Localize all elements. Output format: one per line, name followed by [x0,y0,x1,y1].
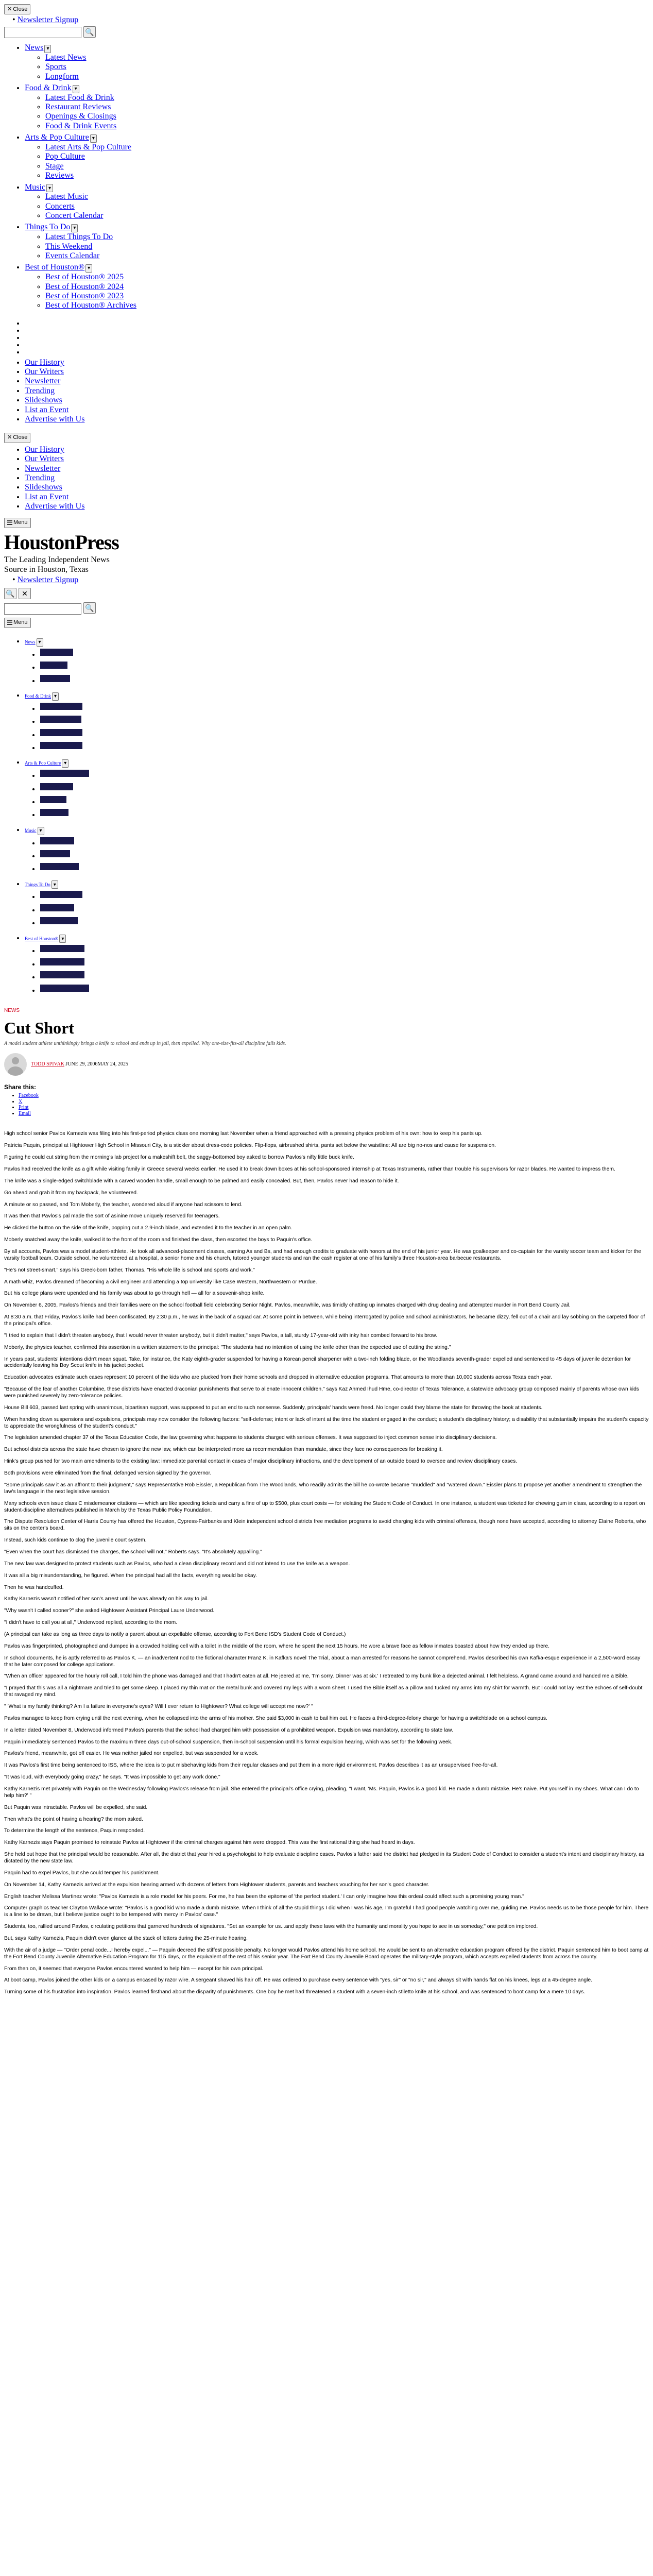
share-item [19,1105,649,1111]
hamburger-icon [7,619,12,626]
nav-item-news [25,43,649,81]
styled-sublink-best-of-houston-2023[interactable]: Best of Houston® 2023 [40,971,84,978]
styled-subitem [40,674,649,686]
styled-nav-link-music[interactable]: Music [25,827,37,833]
article-paragraph: Kathy Karnezis met privately with Paquin on the Wednesday following Pavlos's release from jail. She entered the principal's office crying, pleading, "I want, 'Ms. Paquin, Pavlos is a good kid. He made a dumb mistake. He's naive. Put yourself in my shoes. What can I do to help him?' " [4,1786,639,1799]
search-input[interactable] [4,27,81,38]
article-paragraph: On November 6, 2005, Pavlos's friends and their families were on the school football field celebrating Senior Night. Pavlos, meanwhile, was timidly chatting up inmates charged with drug dealing and attempted murder in Fort Bend County Jail. [4,1302,571,1309]
article-paragraph: "Some principals saw it as an affront to their judgment," says Representative Rob Eissler, a Republican from The Woodlands, who readily admits the bill he co-wrote became "muddled" and "watered down." Eissler plans to propose yet another amendment to strengthen the law's language in the next legislative session. [4,1482,642,1495]
chevron-down-icon[interactable]: ▾ [52,692,59,701]
article-paragraph: Many schools even issue class C misdemeanor citations — which are like speeding tickets and carry a fine of up to $500, plus court costs — for violating the Student Code of Conduct. In one instance, a student was ticketed for chewing gum in class, according to a report on student-discipline alternatives published in March by the Texas Public Policy Foundation. [4,1500,645,1513]
article-paragraph: Patricia Paquin, principal at Hightower High School in Missouri City, is a stickler about dress-code policies. Flip-flops, airbrushed shirts, pants set below the waistline: All are big no-nos and cause for suspension. [4,1143,496,1149]
nav-subitem [45,202,649,211]
styled-subitem [40,769,649,781]
link-our-history[interactable]: Our History [25,445,64,454]
article-paragraph: But his college plans were upended and his family was about to go through hell — all for a souvenir-shop knife. [4,1291,265,1297]
styled-sublink-latest-news[interactable]: Latest News [40,649,73,656]
nav-sublink-pop-culture[interactable]: Pop Culture [45,152,85,161]
secondary-link-item [25,415,649,424]
nav-subitem [45,232,649,242]
nav-sublink-best-of-houston-2024[interactable]: Best of Houston® 2024 [45,282,124,291]
article-paragraph: "When an officer appeared for the hourly roll call, I told him the phone was damaged and that I hadn't eaten at all. He jeered at me, 'I'm sorry. Dinner was at six.' I retreated to my bunk like a dejected animal. I felt helpless. A grand came around and handed me a Bible. [4,1673,629,1680]
nav-sublink-longform[interactable]: Longform [45,72,79,81]
chevron-down-icon[interactable]: ▾ [71,224,78,232]
link-newsletter[interactable]: Newsletter [25,377,61,386]
article-paragraph: House Bill 603, passed last spring with unanimous, bipartisan support, was supposed to put an end to such nonsense. Suddenly, principals' hands were freed. No longer could they blame the state for throwing the book at students. [4,1404,543,1411]
nav-subitem [45,242,649,251]
article-paragraph: The new law was designed to protect students such as Pavlos, who had a clean disciplinary record and did not intend to use the knife as a weapon. [4,1561,350,1567]
article-paragraph: But Paquin was intractable. Pavlos will be expelled, she said. [4,1804,148,1810]
article-paragraph: When handing down suspensions and expulsions, principals may now consider the following factors: "self-defense; intent or lack of intent at the time the student engaged in the conduct; a student's disciplinary history; a disability that substantially impairs the student's capacity to appreciate the wrongfulness of the student's conduct." [4,1416,649,1429]
nav-sublink-best-of-houston-archives[interactable]: Best of Houston® Archives [45,301,137,310]
list-item [25,341,649,348]
styled-sublink-best-of-houston-2025[interactable]: Best of Houston® 2025 [40,945,84,952]
nav-sublink-latest-arts-and-pop-culture[interactable]: Latest Arts & Pop Culture [45,142,132,151]
article-paragraph: The Dispute Resolution Center of Harris County has offered the Houston, Cypress-Fairbanks and Klein independent school districts free mediation programs to avoid charging kids with criminal offenses, though none have accepted, according to attorney Elaine Roberts, who sits on the center's board. [4,1519,646,1532]
styled-subitem [40,984,649,995]
nav-submenu [25,93,649,131]
nav-link-food-and-drink[interactable]: Food & Drink [25,83,72,92]
nav-sublink-best-of-houston-2023[interactable]: Best of Houston® 2023 [45,291,124,300]
link-our-writers[interactable]: Our Writers [25,454,64,464]
styled-sublink-latest-things-to-do[interactable]: Latest Things To Do [40,891,82,898]
styled-submenu [25,702,649,753]
article-paragraph: A minute or so passed, and Tom Moberly, the teacher, wondered aloud if anyone had scissors to lend. [4,1201,243,1208]
nav-item-best-of-houston [25,263,649,310]
nav-sublink-concert-calendar[interactable]: Concert Calendar [45,211,104,221]
styled-subitem [40,903,649,915]
article-paragraph: But school districts across the state have chosen to ignore the new law, which can be interpreted more as recommendation than mandate, since they face no consequences for breaking it. [4,1447,443,1453]
close-button[interactable]: ✕ Close [4,4,30,14]
menu-row-2 [4,618,649,629]
link-list-an-event[interactable]: List an Event [25,405,69,414]
nav-subitem [45,122,649,131]
secondary-link-item [25,445,649,454]
nav-sublink-openings-and-closings[interactable]: Openings & Closings [45,112,116,121]
styled-sublink-latest-food-and-drink[interactable]: Latest Food & Drink [40,703,82,710]
secondary-link-item [25,464,649,473]
chevron-down-icon[interactable]: ▾ [85,264,92,273]
nav-sublink-restaurant-reviews[interactable]: Restaurant Reviews [45,103,111,112]
empty-bullet-list [4,319,649,355]
article-paragraph: She held out hope that the principal would be reasonable. After all, the district that year hired a psychologist to help evaluate discipline cases. Pavlos's father said the district had pledged in its Student Code of Conduct to consider a student's intent and disciplinary history, as dictated by the new state law. [4,1852,644,1864]
close-button-2[interactable]: ✕ Close [4,433,30,443]
secondary-link-item [25,493,649,502]
article-category[interactable]: NEWS [4,1007,20,1013]
newsletter-signup-link[interactable]: Newsletter Signup [17,15,79,25]
tagline-line-1: The Leading Independent News [4,555,110,565]
styled-submenu [25,648,649,686]
styled-subitem [40,862,649,874]
styled-sublink-pop-culture[interactable]: Pop Culture [40,783,73,790]
nav-subitem [45,292,649,301]
secondary-link-item [25,454,649,464]
second-close-row [4,432,649,443]
byline [4,1053,649,1076]
nav-submenu [25,273,649,311]
nav-sublink-latest-food-and-drink[interactable]: Latest Food & Drink [45,93,114,102]
share-item [19,1099,649,1105]
article-paragraph: Kathy Karnezis wasn't notified of her son's arrest until he was already on his way to jail. [4,1596,209,1602]
byline-text [31,1061,128,1067]
top-utility-list [4,15,649,25]
article-paragraph: "Even when the court has dismissed the charges, the school will not," Roberts says. "It's absolutely appalling." [4,1549,262,1555]
chevron-down-icon[interactable]: ▾ [38,827,44,835]
nav-subitem [45,62,649,72]
article-paragraph: "It was loud, with everybody going crazy," he says. "It was impossible to get any work done." [4,1774,220,1781]
nav-sublink-stage[interactable]: Stage [45,161,64,171]
link-slideshows[interactable]: Slideshows [25,396,62,405]
styled-nav-item-news [25,637,649,686]
nav-submenu [25,192,649,221]
search-button-2[interactable] [83,602,96,614]
styled-sublink-restaurant-reviews[interactable]: Restaurant Reviews [40,716,81,723]
link-our-writers[interactable]: Our Writers [25,367,64,377]
article-paragraph: Paquin immediately sentenced Pavlos to the maximum three days out-of-school suspension, then in-school suspension until his formal expulsion hearing, which was set for the following week. [4,1739,453,1745]
styled-subitem [40,660,649,672]
article-paragraph: He clicked the button on the side of the knife, popping out a 2.9-inch blade, and extended it to the teacher in an open palm. [4,1225,293,1231]
styled-sublink-this-weekend[interactable]: This Weekend [40,904,74,911]
search-icon: 🔍 [6,589,15,598]
article-dates: JUNE 29, 2006MAY 24, 2025 [65,1061,128,1067]
nav-sublink-latest-news[interactable]: Latest News [45,53,87,62]
styled-subitem [40,970,649,982]
menu-button[interactable]: Menu [4,518,31,528]
article-paragraph: "I didn't have to call you at all," Underwood replied, according to the mom. [4,1620,178,1626]
article-paragraph: Pavlos had received the knife as a gift while visiting family in Greece several weeks earlier. He used it to break down boxes at his school-sponsored internship at Texas Instruments, rather than trouble his supervisors for razor blades. He wanted to impress them. [4,1166,615,1172]
styled-nav-link-arts-and-pop-culture[interactable]: Arts & Pop Culture [25,760,61,766]
link-slideshows[interactable]: Slideshows [25,483,62,492]
nav-subitem [45,251,649,261]
styled-subitem [40,916,649,928]
article-paragraph: It was all a big misunderstanding, he figured. When the principal had all the facts, everything would be okay. [4,1572,257,1579]
newsletter-signup-link-2[interactable]: Newsletter Signup [17,575,79,584]
nav-subitem [45,112,649,121]
article-paragraph: Both provisions were eliminated from the final, defanged version signed by the governor. [4,1470,212,1477]
nav-link-music[interactable]: Music [25,182,45,192]
header-icon-row [4,588,649,599]
close-icon: ✕ [22,589,28,598]
link-our-history[interactable]: Our History [25,358,64,367]
styled-nav-item-music [25,825,649,874]
article-paragraph: Students, too, rallied around Pavlos, circulating petitions that garnered hundreds of signatures. "Set an example for us...and apply these laws with the humanity and morality you hope to see in us someday," one petition implored. [4,1924,538,1930]
secondary-link-item [25,386,649,396]
nav-subitem [45,152,649,161]
article-paragraph: Computer graphics teacher Clayton Wallace wrote: "Pavlos is a good kid who made a dumb mistake. When I think of all the stupid things I did when I was his age, I'm grateful I had good people watching over me, guiding me. Pavlos needs us to be those people for him. There is a line to be drawn, but I believe justice ought to be tempered with mercy in Pavlos' case." [4,1905,649,1918]
styled-sublink-openings-and-closings[interactable]: Openings & Closings [40,729,82,736]
secondary-link-item [25,405,649,415]
article-paragraph: In school documents, he is aptly referred to as Pavlos K. — an inadvertent nod to the fictional character Franz K. in Kafka's novel The Trial, about a man arrested for reasons he cannot comprehend. Pavlos described his own Kafka-esque experience in a 2,500-word essay that he later composed for college applications. [4,1655,641,1668]
tagline-line-2: Source in Houston, Texas [4,565,89,574]
share-x-link[interactable]: X [19,1098,23,1105]
nav-subitem [45,93,649,103]
styled-submenu [25,944,649,995]
nav-item-food-and-drink [25,83,649,131]
nav-subitem [45,211,649,221]
chevron-down-icon[interactable]: ▾ [37,638,43,647]
styled-sublink-latest-arts-and-pop-culture[interactable]: Latest Arts & Pop Culture [40,770,89,777]
nav-subitem [45,103,649,112]
list-item [25,333,649,341]
styled-sublink-sports[interactable]: Sports [40,662,67,669]
article-paragraph: On November 14, Kathy Karnezis arrived at the expulsion hearing armed with dozens of letters from Hightower students, parents and teachers vouching for her son's good character. [4,1882,429,1888]
nav-sublink-reviews[interactable]: Reviews [45,171,74,180]
hamburger-icon [7,519,12,526]
article-paragraph: Hink's group pushed for two main amendments to the existing law: immediate parental contact in cases of major disciplinary infractions, and the development of an outside board to oversee and review disciplinary cases. [4,1459,518,1465]
link-list-an-event[interactable]: List an Event [25,492,69,501]
chevron-down-icon[interactable]: ▾ [59,935,66,943]
styled-subitem [40,741,649,753]
share-print-link[interactable]: Print [19,1105,29,1111]
menu-button-2[interactable]: Menu [4,618,31,628]
article-paragraph: It was Pavlos's first time being sentenced to ISS, where the idea is to put misbehaving kids from their regular classes and put them in a more rigid environment. Pavlos describes it as an unsupervised free-for-all. [4,1762,498,1769]
article-paragraph: Instead, such kids continue to clog the juvenile court system. [4,1537,147,1544]
styled-sublink-events-calendar[interactable]: Events Calendar [40,917,78,924]
site-logo[interactable]: HoustonPress [4,531,119,554]
styled-sublink-concert-calendar[interactable]: Concert Calendar [40,863,79,870]
chevron-down-icon[interactable]: ▾ [62,759,68,768]
share-title: Share this: [4,1083,37,1091]
article-paragraph: Pavlos's friend, meanwhile, got off easier. He was neither jailed nor expelled, but was suspended for a week. [4,1751,259,1757]
article-paragraph: By all accounts, Pavlos was a model student-athlete. He took all advanced-placement classes, earning As and Bs, and had enough credits to graduate with honors at the end of his junior year. He was goalkeeper and co-captain for the varsity soccer team and kicker for the varsity football team. Outside school, he volunteered at a hospital, a senior home and his church, tutored younger students and ran the cash register at one of his family's three Houston-area barbecue restaurants. [4,1249,641,1261]
nav-submenu [25,232,649,261]
article-paragraph: "Why wasn't I called sooner?" she asked Hightower Assistant Principal Laure Underwood. [4,1608,215,1614]
article-paragraph: In years past, students' intentions didn't mean squat. Take, for instance, the Katy eighth-grader suspended for having a Korean pencil sharpener with a two-inch folding blade, or the Woodlands seventh-grader expelled and sentenced to 45 days of juvenile detention for accidentally leaving his Boy Scout knife in his jacket pocket. [4,1356,631,1369]
styled-nav-link-food-and-drink[interactable]: Food & Drink [25,693,51,699]
styled-subitem [40,728,649,740]
nav-sublink-sports[interactable]: Sports [45,62,66,72]
styled-sublink-longform[interactable]: Longform [40,675,70,682]
chevron-down-icon[interactable]: ▾ [73,85,79,93]
styled-subitem [40,715,649,726]
nav-sublink-this-weekend[interactable]: This Weekend [45,242,93,251]
search-toggle-button[interactable] [4,588,16,599]
styled-sublink-best-of-houston-archives[interactable]: Best of Houston® Archives [40,985,89,992]
styled-sublink-reviews[interactable]: Reviews [40,809,68,816]
article-paragraph: "I tried to explain that I didn't threaten anybody, that I would never threaten anybody, but it didn't matter," says Pavlos, a tall, sturdy 17-year-old with inky hair combed forward to his brow. [4,1332,437,1338]
nav-link-best-of-houston[interactable]: Best of Houston® [25,263,85,272]
nav-link-things-to-do[interactable]: Things To Do [25,223,71,232]
share-list [4,1093,649,1116]
article-paragraph: To determine the length of the sentence, Paquin responded. [4,1828,145,1834]
nav-submenu [25,143,649,181]
header-utility-item: • Newsletter Signup [12,575,79,584]
article-paragraph: Kathy Karnezis says Paquin promised to reinstate Pavlos at Hightower if the criminal charges against him were dropped. This was the first rational thing she had heard in days. [4,1840,415,1846]
styled-nav-item-arts-and-pop-culture [25,758,649,820]
styled-nav-item-food-and-drink [25,691,649,753]
article-paragraph: Education advocates estimate such cases represent 10 percent of the kids who are plucked from their home schools and dropped in alternative education programs. That amounts to more than 10,000 students across Texas each year. [4,1375,553,1381]
link-trending[interactable]: Trending [25,386,55,395]
search-icon: 🔍 [85,604,94,613]
styled-nav-link-best-of-houston[interactable]: Best of Houston® [25,936,59,941]
secondary-link-item [25,483,649,492]
nav-link-arts-and-pop-culture[interactable]: Arts & Pop Culture [25,133,89,142]
article-paragraph: Paquin had to expel Pavlos, but she could temper his punishment. [4,1870,160,1876]
share-section [4,1084,649,1117]
article-paragraph: At 8:30 a.m. that Friday, Pavlos's knife had been confiscated. By 2:30 p.m., he was in the back of a squad car. At some point in between, while being interrogated by police and school administrators, he became dizzy, fell out of a chair and lay sobbing on the carpeted floor of the principal's office. [4,1314,645,1327]
styled-subitem [40,836,649,848]
styled-subitem [40,808,649,820]
article-paragraph: From then on, it seemed that everyone Pavlos encountered wanted to help him — except for his own principal. [4,1965,264,1972]
article-paragraph: In a letter dated November 8, Underwood informed Pavlos's parents that the school had charged him with possession of a prohibited weapon. Expulsion was mandatory, according to state law. [4,1727,453,1733]
styled-subitem [40,849,649,861]
nav-subitem [45,273,649,282]
article-paragraph: With the air of a judge — "Order penal code...I hereby expel..." — Paquin decreed the stiffest possible penalty. No longer would Pavlos attend his home school. He would be sent to an alternative education program offered by the district. Paquin sentenced him to boot camp at the Fort Bend County Juvenile Alternative Education Program for 115 days, or the equivalent of the rest of his senior year. The Fort Bend County Juvenile Board operates the military-style program, which accepts expelled students from across the county. [4,1947,649,1960]
nav-sublink-food-and-drink-events[interactable]: Food & Drink Events [45,121,117,130]
list-item [25,326,649,333]
author-avatar [4,1053,27,1076]
link-advertise-with-us[interactable]: Advertise with Us [25,415,85,424]
search-button[interactable] [83,26,96,38]
article-paragraph: But, says Kathy Karnezis, Paquin didn't even glance at the stack of letters during the 25-minute hearing. [4,1936,248,1942]
nav-sublink-latest-things-to-do[interactable]: Latest Things To Do [45,232,113,242]
chevron-down-icon[interactable]: ▾ [51,880,58,889]
chevron-down-icon[interactable]: ▾ [46,184,53,192]
article-paragraph: "I prayed that this was all a nightmare and tried to get some sleep. I placed my thin mat on the metal bunk and covered my legs with a worn sheet. I used the Bible itself as a pillow and tucked my arms into my shirt for warmth. But I could not lay rest the echoes of self-doubt that ravaged my mind. [4,1685,643,1698]
chevron-down-icon[interactable]: ▾ [44,45,51,53]
share-item [19,1111,649,1117]
secondary-link-item [25,367,649,377]
menu-row [4,518,649,529]
article-paragraph: The knife was a single-edged switchblade with a carved wooden handle, small enough to be palmed and easily concealed. But, then, Pavlos never had reason to hide it. [4,1178,399,1184]
share-facebook-link[interactable]: Facebook [19,1093,39,1099]
secondary-links [4,358,649,425]
share-item [19,1093,649,1099]
nav-item-music [25,183,649,221]
nav-sublink-best-of-houston-2025[interactable]: Best of Houston® 2025 [45,273,124,282]
article-paragraph: Moberly snatched away the knife, walked it to the front of the room and finished the class, then escorted the boys to Paquin's office. [4,1237,313,1243]
article-paragraph: English teacher Melissa Martinez wrote: "Pavlos Karnezis is a role model for his peers. For me, he has been the epitome of 'the perfect student.' I can only imagine how this ordeal could affect such a promising young man." [4,1893,524,1900]
article-paragraph: Then he was handcuffed. [4,1584,64,1590]
top-search-bar [4,26,649,38]
secondary-link-item [25,358,649,367]
search-input-2[interactable] [4,603,81,615]
styled-submenu [25,836,649,874]
nav-sublink-concerts[interactable]: Concerts [45,201,75,211]
styled-nav-link-things-to-do[interactable]: Things To Do [25,882,50,887]
nav-subitem [45,143,649,152]
nav-subitem [45,192,649,201]
nav-link-news[interactable]: News [25,43,44,52]
close-icon: ✕ [7,6,12,12]
main-nav [4,43,649,311]
styled-sublink-latest-music[interactable]: Latest Music [40,837,74,844]
nav-submenu [25,53,649,81]
link-newsletter[interactable]: Newsletter [25,464,61,473]
article-paragraph: It was then that Pavlos's pal made the sort of asinine move uniquely reserved for teenagers. [4,1213,220,1219]
styled-subitem [40,702,649,714]
styled-nav [4,637,649,995]
article-paragraph: The legislation amended chapter 37 of the Texas Education Code, the law governing what happens to students charged with serious offenses. It was supposed to inject common sense into disciplinary decisions. [4,1435,497,1441]
styled-sublink-concerts[interactable]: Concerts [40,850,70,857]
secondary-link-item [25,473,649,483]
styled-sublink-best-of-houston-2024[interactable]: Best of Houston® 2024 [40,958,84,965]
article-dek: A model student athlete unthinkingly brings a knife to school and ends up in jail, then expelled. Why one-size-fits-all discipline fails kids. [4,1041,286,1047]
styled-nav-item-things-to-do [25,879,649,928]
styled-nav-item-best-of-houston [25,934,649,995]
article-paragraph: Moberly, the physics teacher, confirmed this assertion in a written statement to the principal: "The students had no intention of using the knife other than the expected use of cutting the string." [4,1344,451,1350]
article-paragraph: " 'What is my family thinking? Am I a failure in everyone's eyes? Will I ever return to Hightower? What college will accept me now?' " [4,1703,313,1709]
article-paragraph: Pavlos was fingerprinted, photographed and dumped in a crowded holding cell with a toilet in the middle of the room, where he spent the next 15 hours. He wore a brave face as fellow inmates boasted about how they ended up there. [4,1643,549,1649]
nav-sublink-events-calendar[interactable]: Events Calendar [45,251,100,260]
secondary-links-repeat [4,445,649,512]
close-search-button[interactable] [19,588,31,599]
article-paragraph: Then what's the point of having a hearing? the mom asked. [4,1816,143,1822]
top-close-row [4,4,649,14]
styled-subitem [40,795,649,807]
nav-subitem [45,53,649,62]
nav-subitem [45,162,649,171]
secondary-link-item [25,396,649,405]
article-paragraph: At boot camp, Pavlos joined the other kids on a campus encased by razor wire. A sergeant shaved his hair off. He was ordered to purchase every sentence with "yes, sir" or "no sir," and always sit with hands flat on his knees, legs at a 45-degree angle. [4,1977,592,1984]
styled-submenu [25,769,649,820]
article-paragraph: Pavlos managed to keep from crying until the next evening, when he collapsed into the arms of his mother. She paid $3,000 in cash to bail him out. He faces a third-degree-felony charge for having a switchblade on a school campus. [4,1715,547,1721]
nav-item-arts-and-pop-culture [25,133,649,180]
author-link[interactable]: TODD SPIVAK [31,1061,64,1067]
header-search-bar [4,602,649,614]
nav-item-things-to-do [25,223,649,261]
article-paragraph: Turning some of his frustration into inspiration, Pavlos learned firsthand about the disparity of punishments. One boy he met had threatened a student with a seven-inch stiletto knife at his school, and was sentenced to boot camp for a mere 10 days. [4,1989,586,1995]
article-paragraph: A math whiz, Pavlos dreamed of becoming a civil engineer and attending a top university like Case Western, Northwestern or Purdue. [4,1279,317,1285]
article-paragraph: High school senior Pavlos Karnezis was filing into his first-period physics class one morning last November when a friend approached with a pressing physics problem of his own: how to keep his pants up. [4,1131,483,1137]
list-item [25,348,649,355]
nav-subitem [45,282,649,292]
secondary-link-item [25,502,649,511]
styled-subitem [40,890,649,902]
article-paragraph: (A principal can take as long as three days to notify a parent about an expellable offense, according to Fort Bend ISD's Student Code of Conduct.) [4,1631,346,1637]
nav-sublink-latest-music[interactable]: Latest Music [45,192,89,201]
styled-subitem [40,648,649,659]
article-paragraph: "Because of the fear of another Columbine, these districts have enacted draconian punishments that serve to alienate innocent children," says Kaz Ahmed Ihud Hme, co-director of Texas Tolerance, a statewide advocacy group composed mainly of parents whose own kids were punished severely by zero-tolerance policies. [4,1386,639,1399]
styled-sublink-food-and-drink-events[interactable]: Food & Drink Events [40,742,82,749]
article-title: Cut Short [4,1019,75,1038]
search-icon: 🔍 [85,27,94,36]
top-utility-item: • Newsletter Signup [12,15,79,25]
article-paragraph: "He's not street-smart," says his Greek-born father, Thomas. "His whole life is school and sports and work." [4,1267,255,1273]
link-trending[interactable]: Trending [25,473,55,482]
article-paragraph: Go ahead and grab it from my backpack, he volunteered. [4,1190,138,1196]
list-item [25,319,649,326]
styled-subitem [40,957,649,969]
header-utility-list [4,575,649,585]
share-email-link[interactable]: Email [19,1110,31,1116]
nav-subitem [45,301,649,310]
styled-subitem [40,944,649,956]
styled-sublink-stage[interactable]: Stage [40,796,66,803]
nav-subitem [45,171,649,180]
article-body [4,1131,649,1996]
styled-submenu [25,890,649,928]
link-advertise-with-us[interactable]: Advertise with Us [25,502,85,511]
styled-subitem [40,782,649,794]
nav-subitem [45,72,649,81]
close-icon: ✕ [7,434,12,441]
styled-nav-link-news[interactable]: News [25,639,36,645]
secondary-link-item [25,377,649,386]
article-paragraph: Figuring he could cut string from the morning's lab project for a makeshift belt, the saggy-bottomed boy asked to borrow Pavlos's nifty little buck knife. [4,1155,354,1161]
chevron-down-icon[interactable]: ▾ [90,134,97,143]
